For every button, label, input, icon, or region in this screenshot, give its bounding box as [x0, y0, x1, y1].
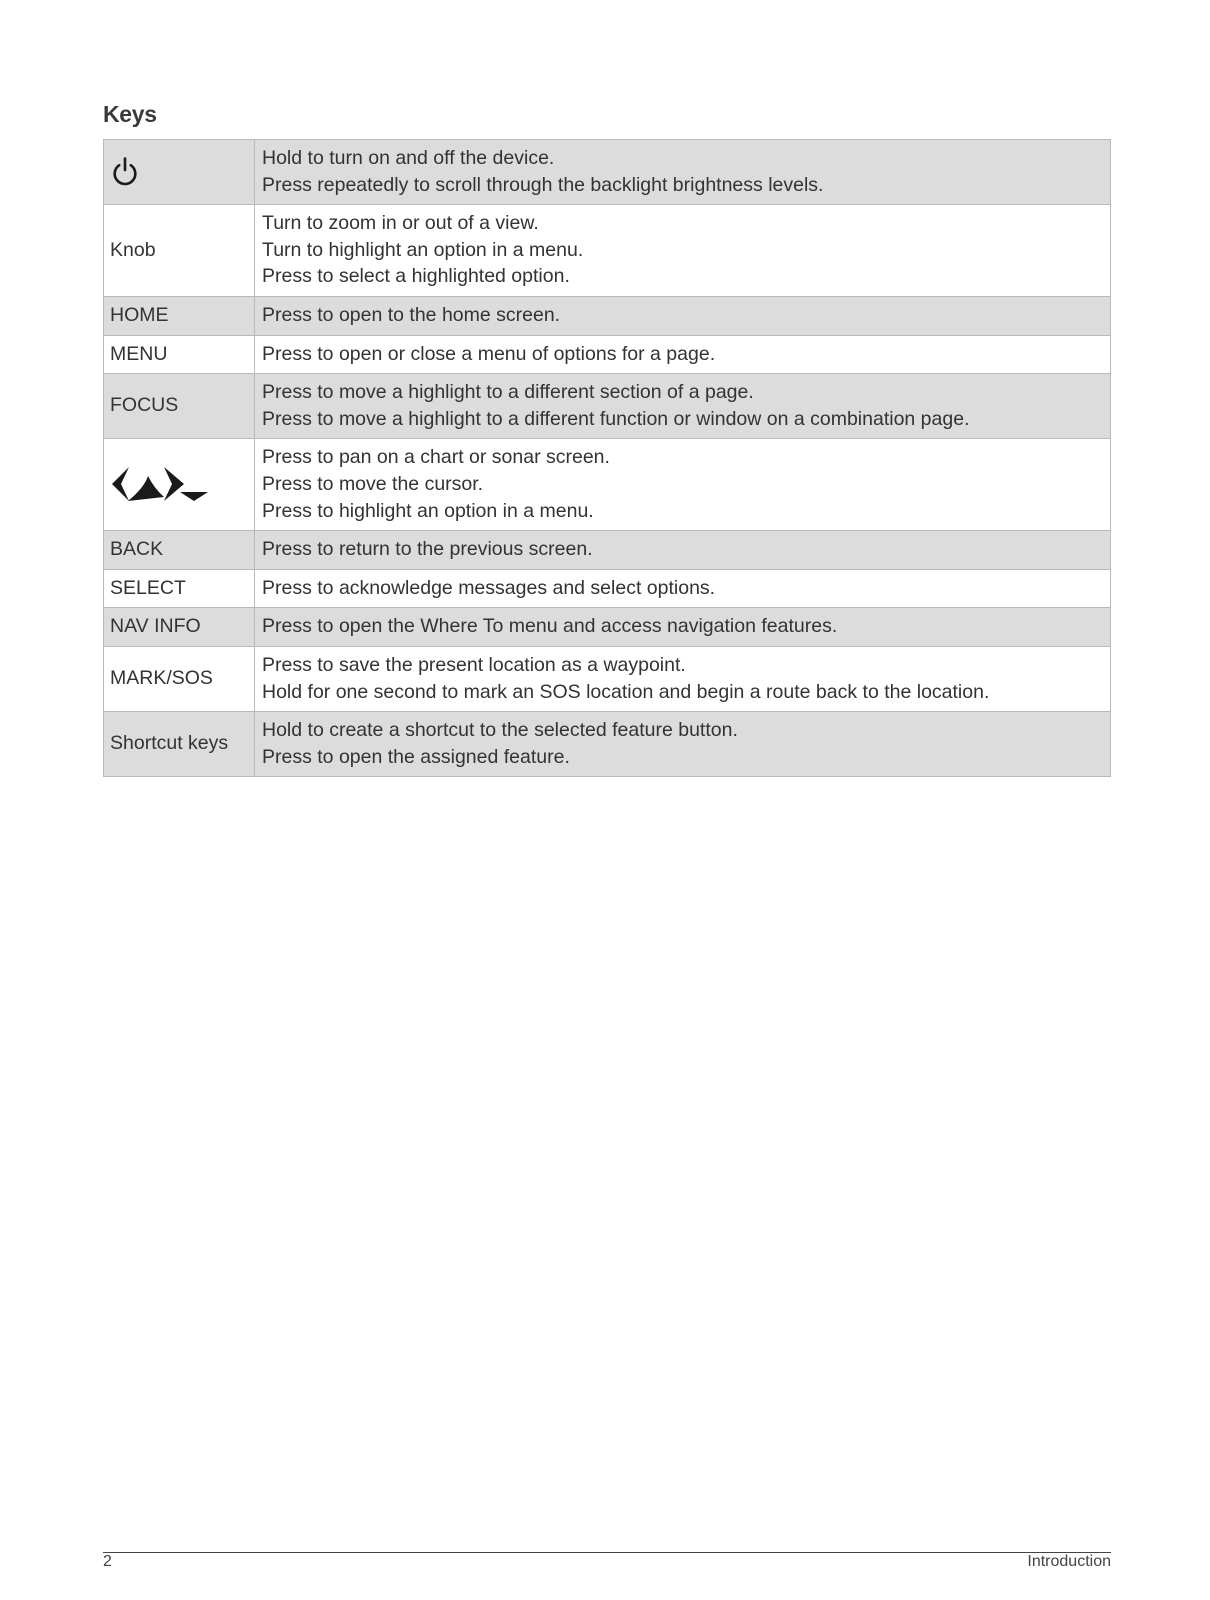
key-cell: BACK — [104, 531, 255, 570]
description-cell — [255, 712, 1111, 777]
description-line: Press to save the present location as a waypoint. — [262, 653, 686, 676]
description-line: Press to open the assigned feature. — [262, 745, 570, 768]
description-line: Press to move a highlight to a different section of a page. — [262, 381, 754, 404]
key-cell: SELECT — [104, 569, 255, 608]
description-line: Press to pan on a chart or sonar screen. — [262, 446, 610, 469]
table-row — [104, 569, 1111, 608]
key-cell: NAV INFO — [104, 608, 255, 647]
description-cell — [255, 439, 1111, 531]
table-row — [104, 374, 1111, 439]
key-cell — [104, 140, 255, 205]
description-line: Press to open the Where To menu and access navigation features. — [262, 615, 838, 638]
description-line: Hold to turn on and off the device. — [262, 147, 555, 169]
description-line: Hold for one second to mark an SOS location and begin a route back to the location. — [262, 680, 990, 703]
description-line: Press to open or close a menu of options for a page. — [262, 342, 716, 365]
description-line: Press to select a highlighted option. — [262, 265, 570, 288]
description-line: Turn to highlight an option in a menu. — [262, 238, 584, 261]
description-line: Press to return to the previous screen. — [262, 538, 593, 561]
description-cell — [255, 205, 1111, 297]
arrow-keys-icon — [110, 464, 248, 504]
footer-divider — [103, 1552, 1111, 1553]
table-row — [104, 205, 1111, 297]
description-cell — [255, 569, 1111, 608]
description-cell — [255, 335, 1111, 374]
key-cell: FOCUS — [104, 374, 255, 439]
description-line: Press to open to the home screen. — [262, 303, 561, 326]
footer-section-title: Introduction — [1027, 1553, 1111, 1570]
description-line: Press repeatedly to scroll through the backlight brightness levels. — [262, 173, 824, 196]
power-icon — [110, 155, 248, 189]
description-line: Turn to zoom in or out of a view. — [262, 212, 539, 235]
table-row — [104, 335, 1111, 374]
description-line: Hold to create a shortcut to the selected feature button. — [262, 719, 738, 742]
description-cell — [255, 531, 1111, 570]
key-cell: HOME — [104, 296, 255, 335]
description-line: Press to acknowledge messages and select options. — [262, 576, 716, 599]
description-cell — [255, 374, 1111, 439]
table-row — [104, 712, 1111, 777]
page-title: Keys — [103, 101, 157, 127]
description-cell — [255, 296, 1111, 335]
table-row — [104, 646, 1111, 711]
description-line: Press to move a highlight to a different function or window on a combination page. — [262, 407, 970, 430]
description-line: Press to move the cursor. — [262, 472, 484, 495]
key-cell: Shortcut keys — [104, 712, 255, 777]
table-row — [104, 296, 1111, 335]
table-row — [104, 608, 1111, 647]
description-line: Press to highlight an option in a menu. — [262, 499, 594, 522]
description-cell — [255, 140, 1111, 205]
key-cell: MENU — [104, 335, 255, 374]
description-cell — [255, 646, 1111, 711]
table-row — [104, 531, 1111, 570]
description-cell — [255, 608, 1111, 647]
table-row — [104, 140, 1111, 205]
key-cell — [104, 439, 255, 531]
table-row — [104, 439, 1111, 531]
keys-table — [103, 139, 1111, 777]
key-cell: MARK/SOS — [104, 646, 255, 711]
footer-page-number: 2 — [103, 1553, 112, 1570]
key-cell: Knob — [104, 205, 255, 297]
